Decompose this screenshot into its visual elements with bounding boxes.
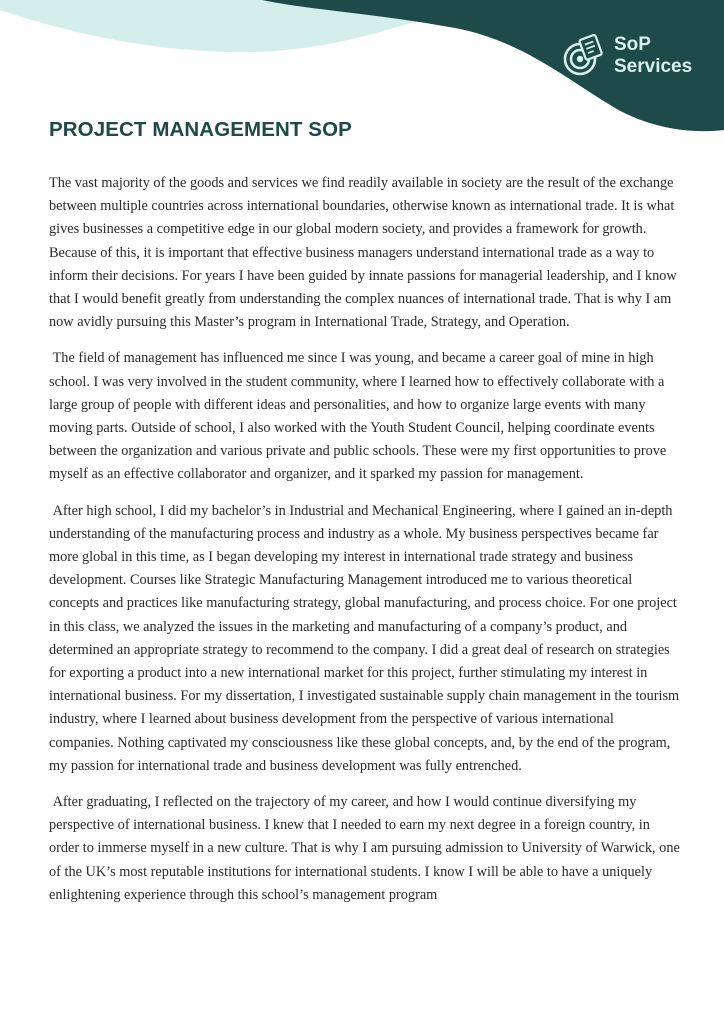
paragraph-4: After graduating, I reflected on the trajectory of my career, and how I would continue diversifying my perspective of international business. I knew that I needed to earn my next degree in a foreign country, in order to immerse myself in a new culture. That is why I am pursuing admission to University of Warwick, one of the UK’s most reputable institutions for international students. I know I will be able to have a uniquely enlightening experience through this school’s management program — [49, 794, 684, 903]
document-body — [49, 172, 684, 920]
page-title: PROJECT MANAGEMENT SOP — [49, 118, 352, 141]
logo-line-2: Services — [614, 56, 693, 77]
sop-services-logo[interactable] — [560, 26, 710, 86]
logo-text — [614, 34, 692, 78]
paragraph-3: After high school, I did my bachelor’s in Industrial and Mechanical Engineering, where I gained an in-depth understanding of the manufacturing process and industry as a whole. My business perspectives became far more global in this time, as I began developing my interest in international trade strategy and business development. Courses like Strategic Manufacturing Management introduced me to various theoretical concepts and practices like manufacturing strategy, global manufacturing, and process choice. For one project in this class, we analyzed the issues in the marketing and manufacturing of a company’s product, and determined an appropriate strategy to recommend to the company. I did a great deal of research on strategies for exporting a product into a new international market for this project, further stimulating my interest in international business. For my dissertation, I investigated sustainable supply chain management in the tourism industry, where I learned about business development from the perspective of various international companies. Nothing captivated my consciousness like these global concepts, and, by the end of the program, my passion for international trade and business development was fully entrenched. — [49, 502, 683, 774]
target-document-icon — [560, 33, 606, 79]
paragraph-1: The vast majority of the goods and services we find readily available in society are the result of the exchange between multiple countries across international boundaries, otherwise known as international trade. It is what gives businesses a competitive edge in our global modern society, and provides a framework for growth. Because of this, it is important that effective business managers understand international trade as a way to inform their decisions. For years I have been guided by innate passions for managerial leadership, and I know that I would benefit greatly from understanding the complex nuances of international trade. That is why I am now avidly pursuing this Master’s program in International Trade, Strategy, and Operation. — [49, 175, 681, 331]
logo-line-1: SoP — [614, 34, 651, 55]
paragraph-2: The field of management has influenced me since I was young, and became a career goal of mine in high school. I was very involved in the student community, where I learned how to effectively collaborate with a large group of people with different ideas and personalities, and how to organize large events with many moving parts. Outside of school, I also worked with the Youth Student Council, helping coordinate events between the organization and various private and public schools. These were my first opportunities to prove myself as an effective collaborator and organizer, and it sparked my passion for management. — [49, 350, 670, 483]
